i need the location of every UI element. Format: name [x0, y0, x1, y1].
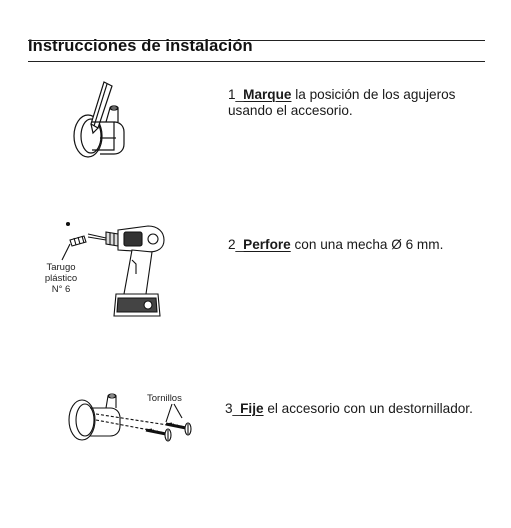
step-3-text: 3_Fije el accesorio con un destornillador.: [225, 401, 473, 416]
page-title: Instrucciones de instalación: [28, 37, 253, 55]
plug-label: Tarugo plástico N° 6: [44, 262, 78, 295]
title-rule-top: [28, 40, 485, 41]
screws-label: Tornillos: [147, 393, 182, 404]
step-2-text: 2_Perfore con una mecha Ø 6 mm.: [228, 237, 444, 252]
title-rule-bottom: [28, 61, 485, 62]
hook-marking-icon: [60, 78, 170, 178]
step-1-text: 1_Marque la posición de los agujeros usando el accesorio.: [228, 87, 456, 118]
